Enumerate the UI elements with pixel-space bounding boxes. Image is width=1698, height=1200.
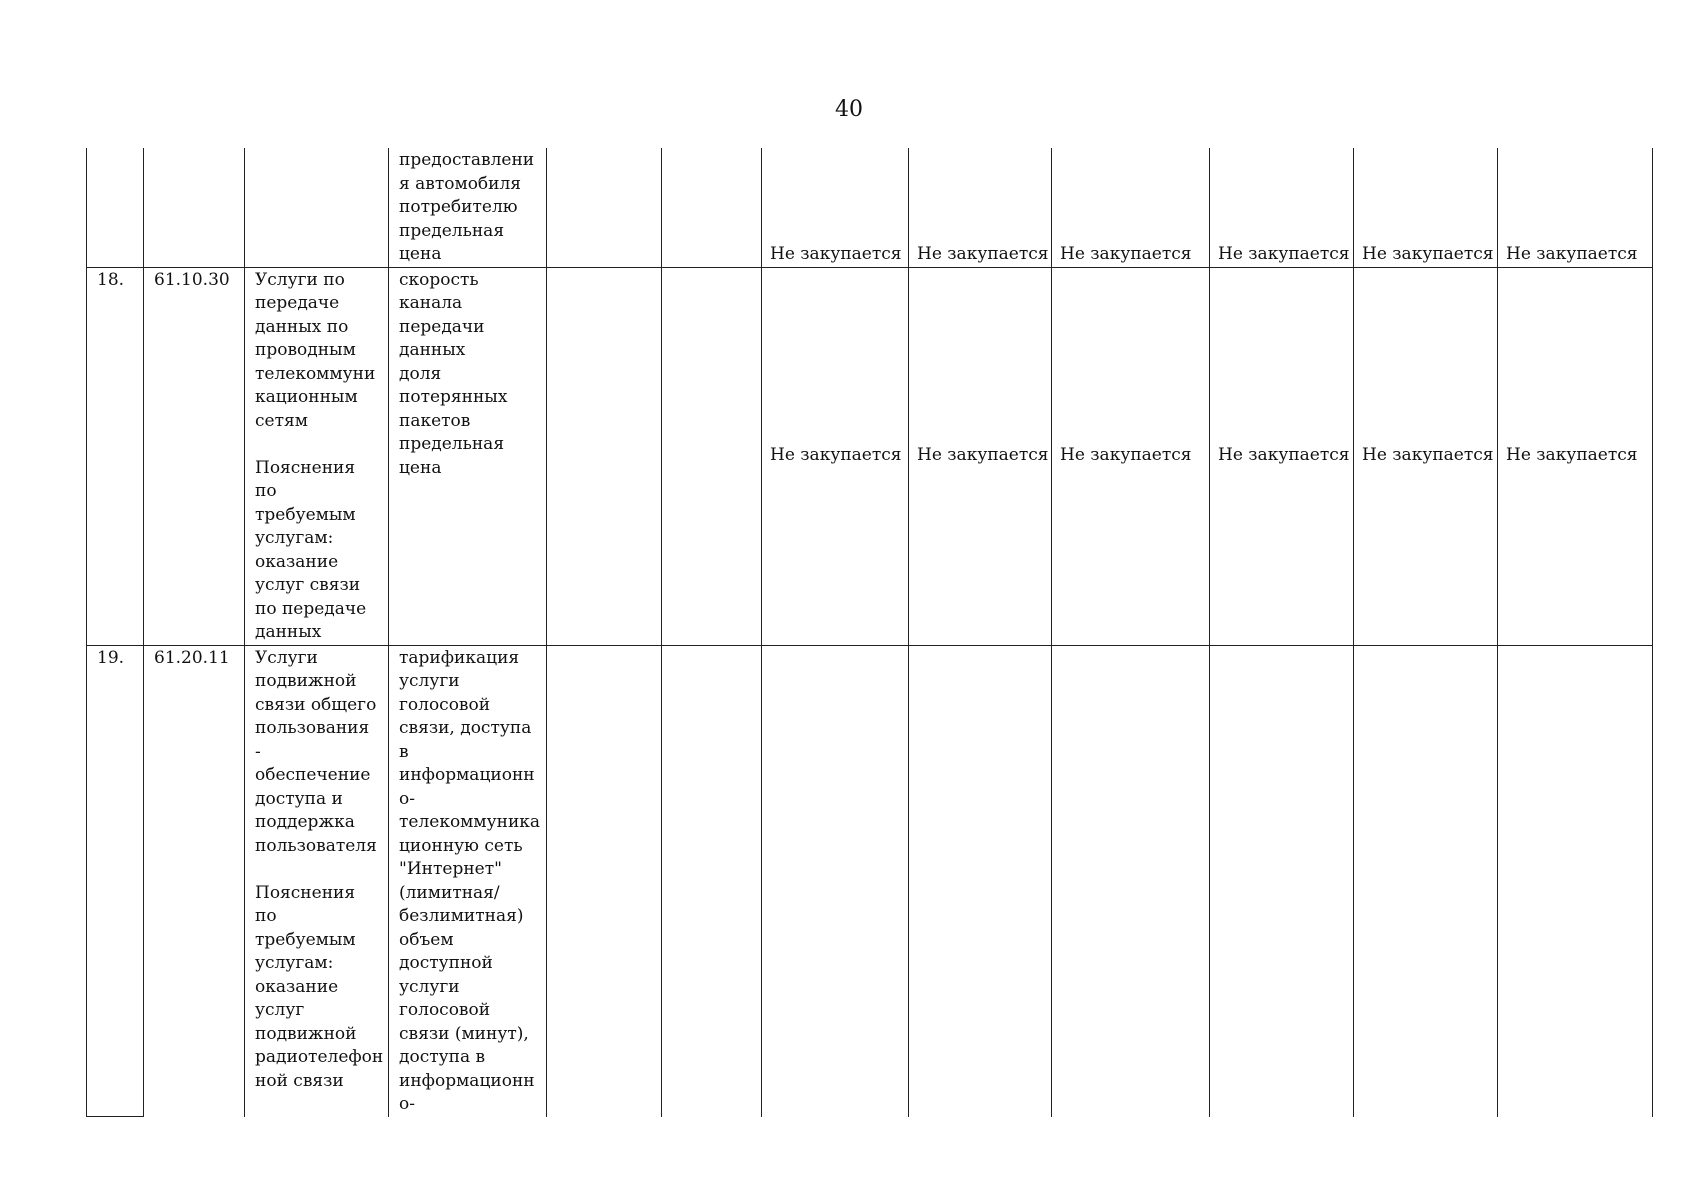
empty-cell <box>547 267 662 645</box>
price-cell: Не закупается <box>1498 148 1653 267</box>
service-name: Услуги подвижной связи общего пользования - обеспечение доступа и поддержка пользователя Пояснения по требуемым услугам: оказание услуг подвижной радиотелефон ной связи <box>245 645 389 1117</box>
row-number <box>87 148 144 267</box>
price-cell: Не закупается <box>909 267 1052 645</box>
price-cell: Не закупается <box>1210 267 1354 645</box>
row-number: 18. <box>87 267 144 645</box>
price-cell: Не закупается <box>909 148 1052 267</box>
okpd-code <box>144 148 245 267</box>
price-cell: Не закупается <box>1354 267 1498 645</box>
price-cell: Не закупается <box>762 148 909 267</box>
price-cell <box>1498 645 1653 1117</box>
price-cell <box>762 645 909 1117</box>
characteristics: тарификация услуги голосовой связи, доступа в информационн о- телекоммуника ционную сеть "Интернет" (лимитная/ безлимитная) объем доступной услуги голосовой связи (минут), доступа в информационн о- <box>389 645 547 1117</box>
price-cell: Не закупается <box>1052 267 1210 645</box>
price-cell: Не закупается <box>1210 148 1354 267</box>
service-name: Услуги по передаче данных по проводным телекоммуни кационным сетям Пояснения по требуемым услугам: оказание услуг связи по передаче данных <box>245 267 389 645</box>
price-cell: Не закупается <box>1354 148 1498 267</box>
price-cell <box>1354 645 1498 1117</box>
row-number: 19. <box>87 645 144 1117</box>
table-row <box>87 148 1653 267</box>
price-cell: Не закупается <box>1052 148 1210 267</box>
empty-cell <box>547 148 662 267</box>
empty-cell <box>547 645 662 1117</box>
empty-cell <box>662 267 762 645</box>
page-number: 40 <box>835 97 863 122</box>
price-cell <box>909 645 1052 1117</box>
characteristics: скорость канала передачи данных доля потерянных пакетов предельная цена <box>389 267 547 645</box>
empty-cell <box>662 148 762 267</box>
price-cell: Не закупается <box>1498 267 1653 645</box>
price-cell <box>1052 645 1210 1117</box>
price-cell <box>1210 645 1354 1117</box>
characteristics: предоставлени я автомобиля потребителю предельная цена <box>389 148 547 267</box>
okpd-code: 61.20.11 <box>144 645 245 1117</box>
empty-cell <box>662 645 762 1117</box>
price-cell: Не закупается <box>762 267 909 645</box>
procurement-table <box>86 148 1653 1117</box>
okpd-code: 61.10.30 <box>144 267 245 645</box>
service-name <box>245 148 389 267</box>
table-row <box>87 645 1653 1117</box>
table-row <box>87 267 1653 645</box>
